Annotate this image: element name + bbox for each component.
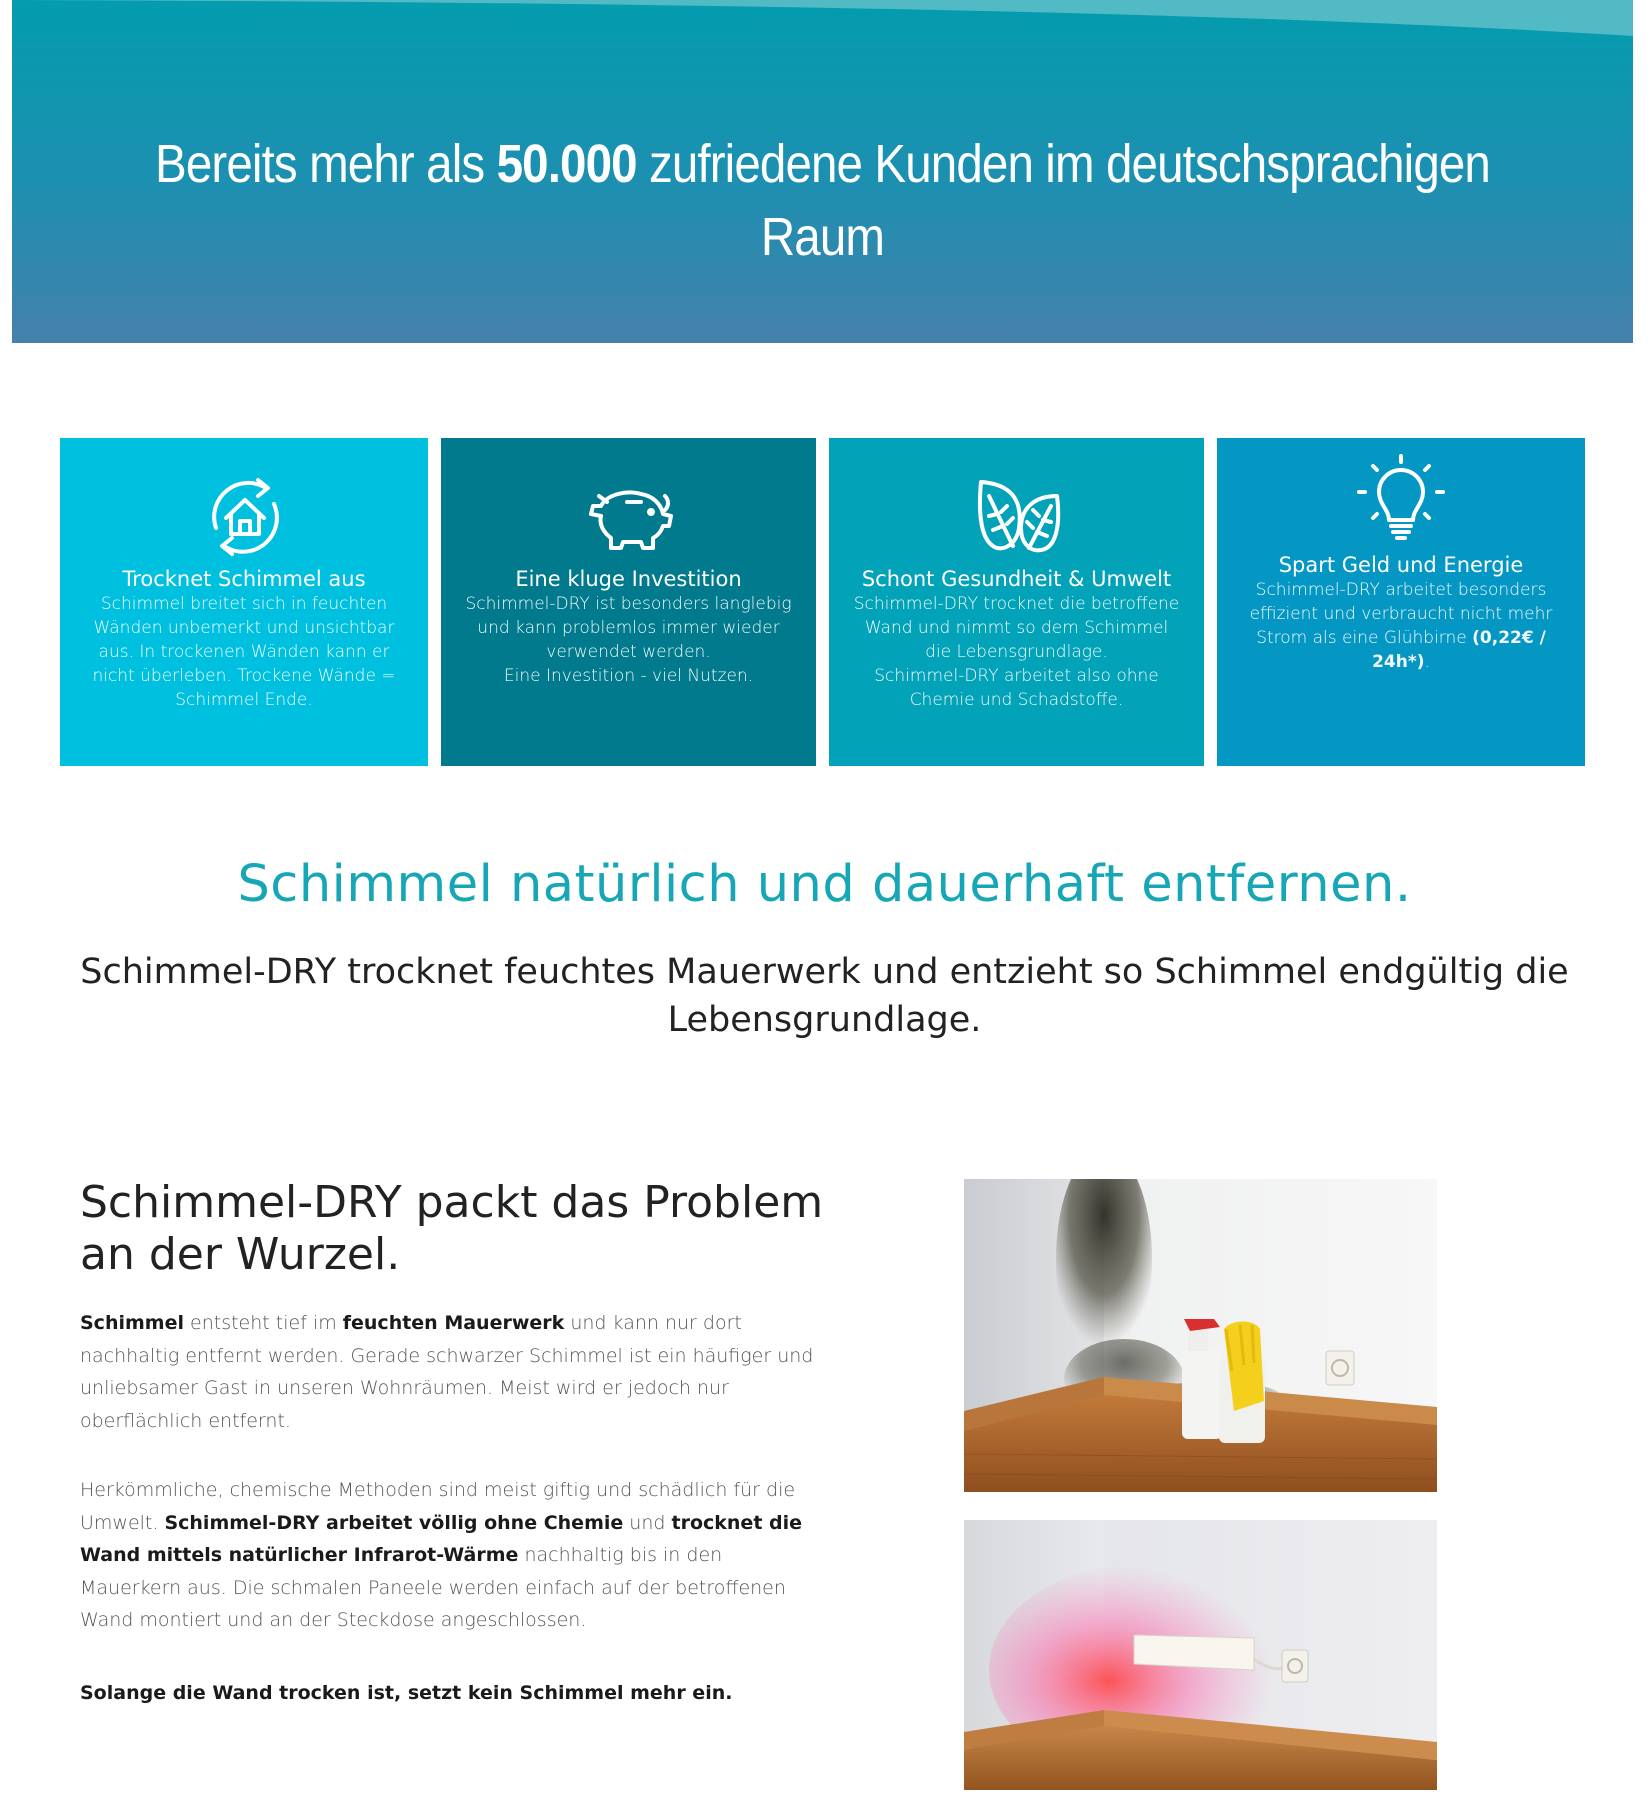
problem-paragraph-3: Solange die Wand trocken ist, setzt kein Schimmel mehr ein. [80, 1682, 733, 1704]
card-title: Spart Geld und Energie [1278, 553, 1524, 577]
section-subtitle: Schimmel-DRY trocknet feuchtes Mauerwerk und entzieht so Schimmel endgültig die Lebensgrundlage. [80, 952, 1569, 1040]
card-title: Eine kluge Investition [515, 567, 742, 591]
card-text-price: (0,22€ / 24h*) [1372, 628, 1546, 672]
problem-paragraph-2 [80, 1474, 820, 1637]
card-text-2: Schimmel-DRY arbeitet also ohne Chemie und Schadstoffe. [874, 666, 1159, 710]
bold-text: Schimmel [80, 1312, 184, 1334]
card-title: Trocknet Schimmel aus [122, 567, 366, 591]
infrared-panel-photo [964, 1520, 1437, 1790]
feature-card-investment [441, 438, 816, 766]
leaves-icon [967, 466, 1067, 566]
feature-card-health-environment [829, 438, 1204, 766]
hero-title-number: 50.000 [496, 134, 637, 194]
bold-text: Schimmel-DRY arbeitet völlig ohne Chemie [164, 1511, 624, 1534]
hero-banner [12, 0, 1633, 343]
bold-text: trocknet die Wand mittels natürlicher Infrarot-Wärme [80, 1511, 803, 1566]
text: entsteht tief im [183, 1312, 343, 1334]
infrared-panel-illustration [964, 1520, 1437, 1790]
text: und [623, 1511, 672, 1534]
mold-corner-photo [964, 1179, 1437, 1492]
feature-card-saves-energy [1217, 438, 1585, 766]
card-text [1239, 578, 1563, 674]
card-text: Schimmel-DRY ist besonders langlebig und kann problemlos immer wieder verwendet werden. [465, 594, 792, 662]
feature-card-dries-mold [60, 438, 428, 766]
text: Herkömmliche, chemische Methoden sind meist giftig und schädlich für die Umwelt. [80, 1479, 796, 1534]
hero-title [109, 128, 1535, 274]
card-title: Schont Gesundheit & Umwelt [861, 567, 1172, 591]
card-text: Schimmel-DRY trocknet die betroffene Wand und nimmt so dem Schimmel die Lebensgrundlage. [853, 594, 1180, 662]
light-bulb-icon [1351, 452, 1451, 552]
piggy-bank-icon [579, 466, 679, 566]
problem-paragraph-1 [80, 1307, 820, 1437]
bold-text: feuchten Mauerwerk [342, 1312, 565, 1334]
card-text-end: . [1424, 652, 1430, 672]
hero-wave-decoration [12, 0, 1633, 40]
hero-title-text: Bereits mehr als [155, 134, 497, 194]
card-text-main: Schimmel-DRY arbeitet besonders effizient und verbraucht nicht mehr Strom als eine Glühbirne [1249, 580, 1553, 648]
section-title: Schimmel natürlich und dauerhaft entfernen. [237, 855, 1412, 914]
mold-corner-illustration [964, 1179, 1437, 1492]
hero-title-text-end: zufriedene Kunden im deutschsprachigen Raum [636, 134, 1490, 267]
text: und kann nur dort nachhaltig entfernt werden. Gerade schwarzer Schimmel ist ein häufiger und unliebsamer Gast in unseren Wohnräumen. Meist wird er jedoch nur oberflächlich entfernt. [80, 1312, 814, 1432]
house-refresh-icon [194, 466, 294, 566]
card-text: Schimmel breitet sich in feuchten Wänden unbemerkt und unsichtbar aus. In trockenen Wänden kann er nicht überleben. Trockene Wände = Schimmel Ende. [92, 594, 396, 710]
card-text-2: Eine Investition - viel Nutzen. [503, 666, 754, 686]
text: nachhaltig bis in den Mauerkern aus. Die schmalen Paneele werden einfach auf der betroffenen Wand montiert und an der Steckdose angeschlossen. [80, 1544, 786, 1631]
problem-title: Schimmel-DRY packt das Problem an der Wurzel. [80, 1177, 824, 1280]
